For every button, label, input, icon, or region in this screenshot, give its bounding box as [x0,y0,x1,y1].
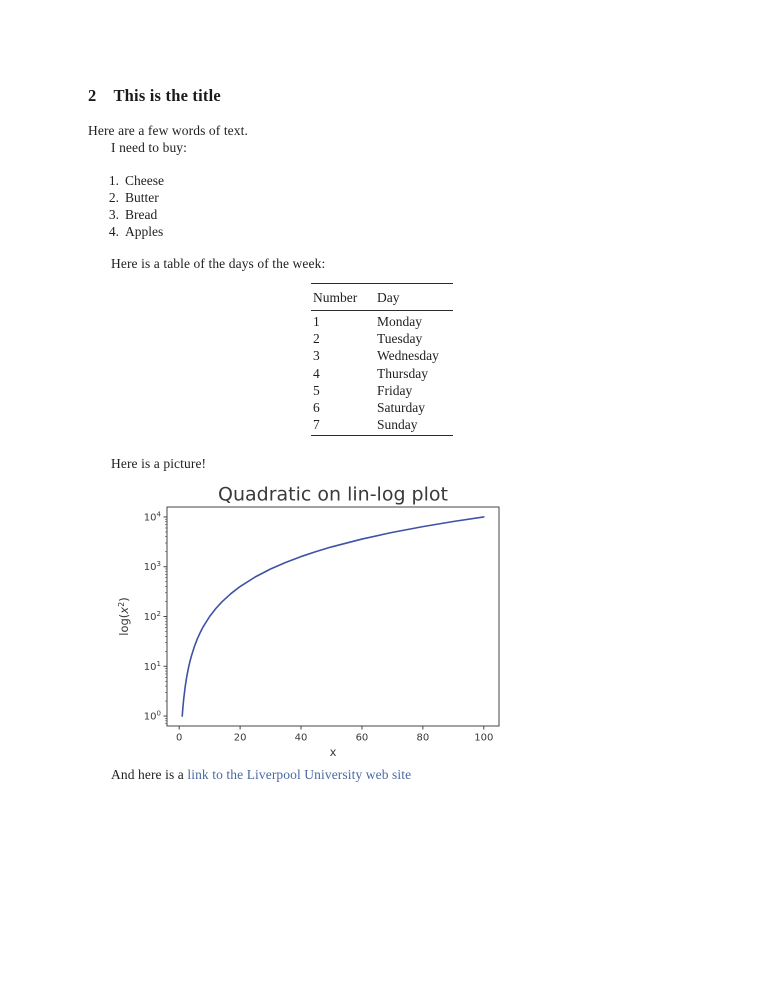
table-row [313,382,453,399]
table-row [313,365,453,382]
chart-title: Quadratic on lin-log plot [218,483,448,506]
cell-day: Wednesday [377,348,439,364]
paragraph-need-to-buy: I need to buy: [111,140,188,155]
section-heading [88,86,221,106]
cell-number: 1 [313,314,320,329]
cell-number: 2 [313,331,320,347]
liverpool-link[interactable]: link to the Liverpool University web site [187,767,412,782]
x-axis-label: x [329,745,337,759]
list-item-number: 3. [108,207,119,222]
section-number: 2 [88,86,97,105]
list-item-number: 4. [108,224,119,239]
y-tick-label: $10^3$ [143,560,161,574]
list-item [106,206,164,223]
cell-number: 5 [313,382,320,398]
table-row [313,347,453,364]
table-header-day: Day [377,290,400,305]
list-item [106,189,164,206]
closing-paragraph [111,766,411,783]
cell-day: Monday [377,314,422,329]
x-tick-label: 20 [233,732,247,744]
list-item-label: Apples [125,224,164,239]
cell-day: Tuesday [377,331,423,347]
paragraph-table-intro: Here is a table of the days of the week: [111,256,326,271]
x-tick-label: 60 [355,732,369,744]
list-item-label: Bread [125,207,158,222]
chart-frame [167,507,499,726]
list-item-number: 2. [108,190,119,205]
cell-day: Saturday [377,399,425,415]
closing-text: And here is a [111,767,188,782]
table-row [313,416,453,433]
table-row [313,399,453,416]
cell-number: 7 [313,417,320,433]
shopping-list [106,172,164,240]
days-table [311,283,453,436]
x-tick-label: 40 [294,732,308,744]
y-tick-label: $10^1$ [143,659,161,673]
cell-day: Thursday [377,365,428,381]
y-tick-label: $10^4$ [143,510,161,524]
table-body [311,311,453,435]
y-tick-label: $10^2$ [143,610,161,623]
table-bottom-rule [311,435,453,436]
cell-day: Sunday [377,417,418,433]
data-curve [182,517,484,716]
list-item [106,223,164,240]
paragraph-intro: Here are a few words of text. [88,123,248,138]
cell-day: Friday [377,382,413,398]
table-header-number: Number [313,290,358,305]
table-row [313,313,453,330]
x-tick-label: 0 [175,732,183,744]
cell-number: 6 [313,399,320,415]
section-title: This is the title [113,86,221,105]
list-item-label: Cheese [125,173,164,188]
y-tick-label: $10^0$ [143,709,161,723]
table-header-row [311,284,453,310]
quadratic-chart [115,483,510,765]
x-tick-label: 100 [474,732,494,744]
list-item-number: 1. [108,173,119,188]
y-axis-label: $\log(x^2)$ [117,597,131,636]
paragraph-picture-intro: Here is a picture! [111,456,207,471]
table-row [313,330,453,347]
list-item-label: Butter [125,190,159,205]
cell-number: 3 [313,348,320,364]
x-tick-label: 80 [416,732,430,744]
cell-number: 4 [313,365,320,381]
list-item [106,172,164,189]
